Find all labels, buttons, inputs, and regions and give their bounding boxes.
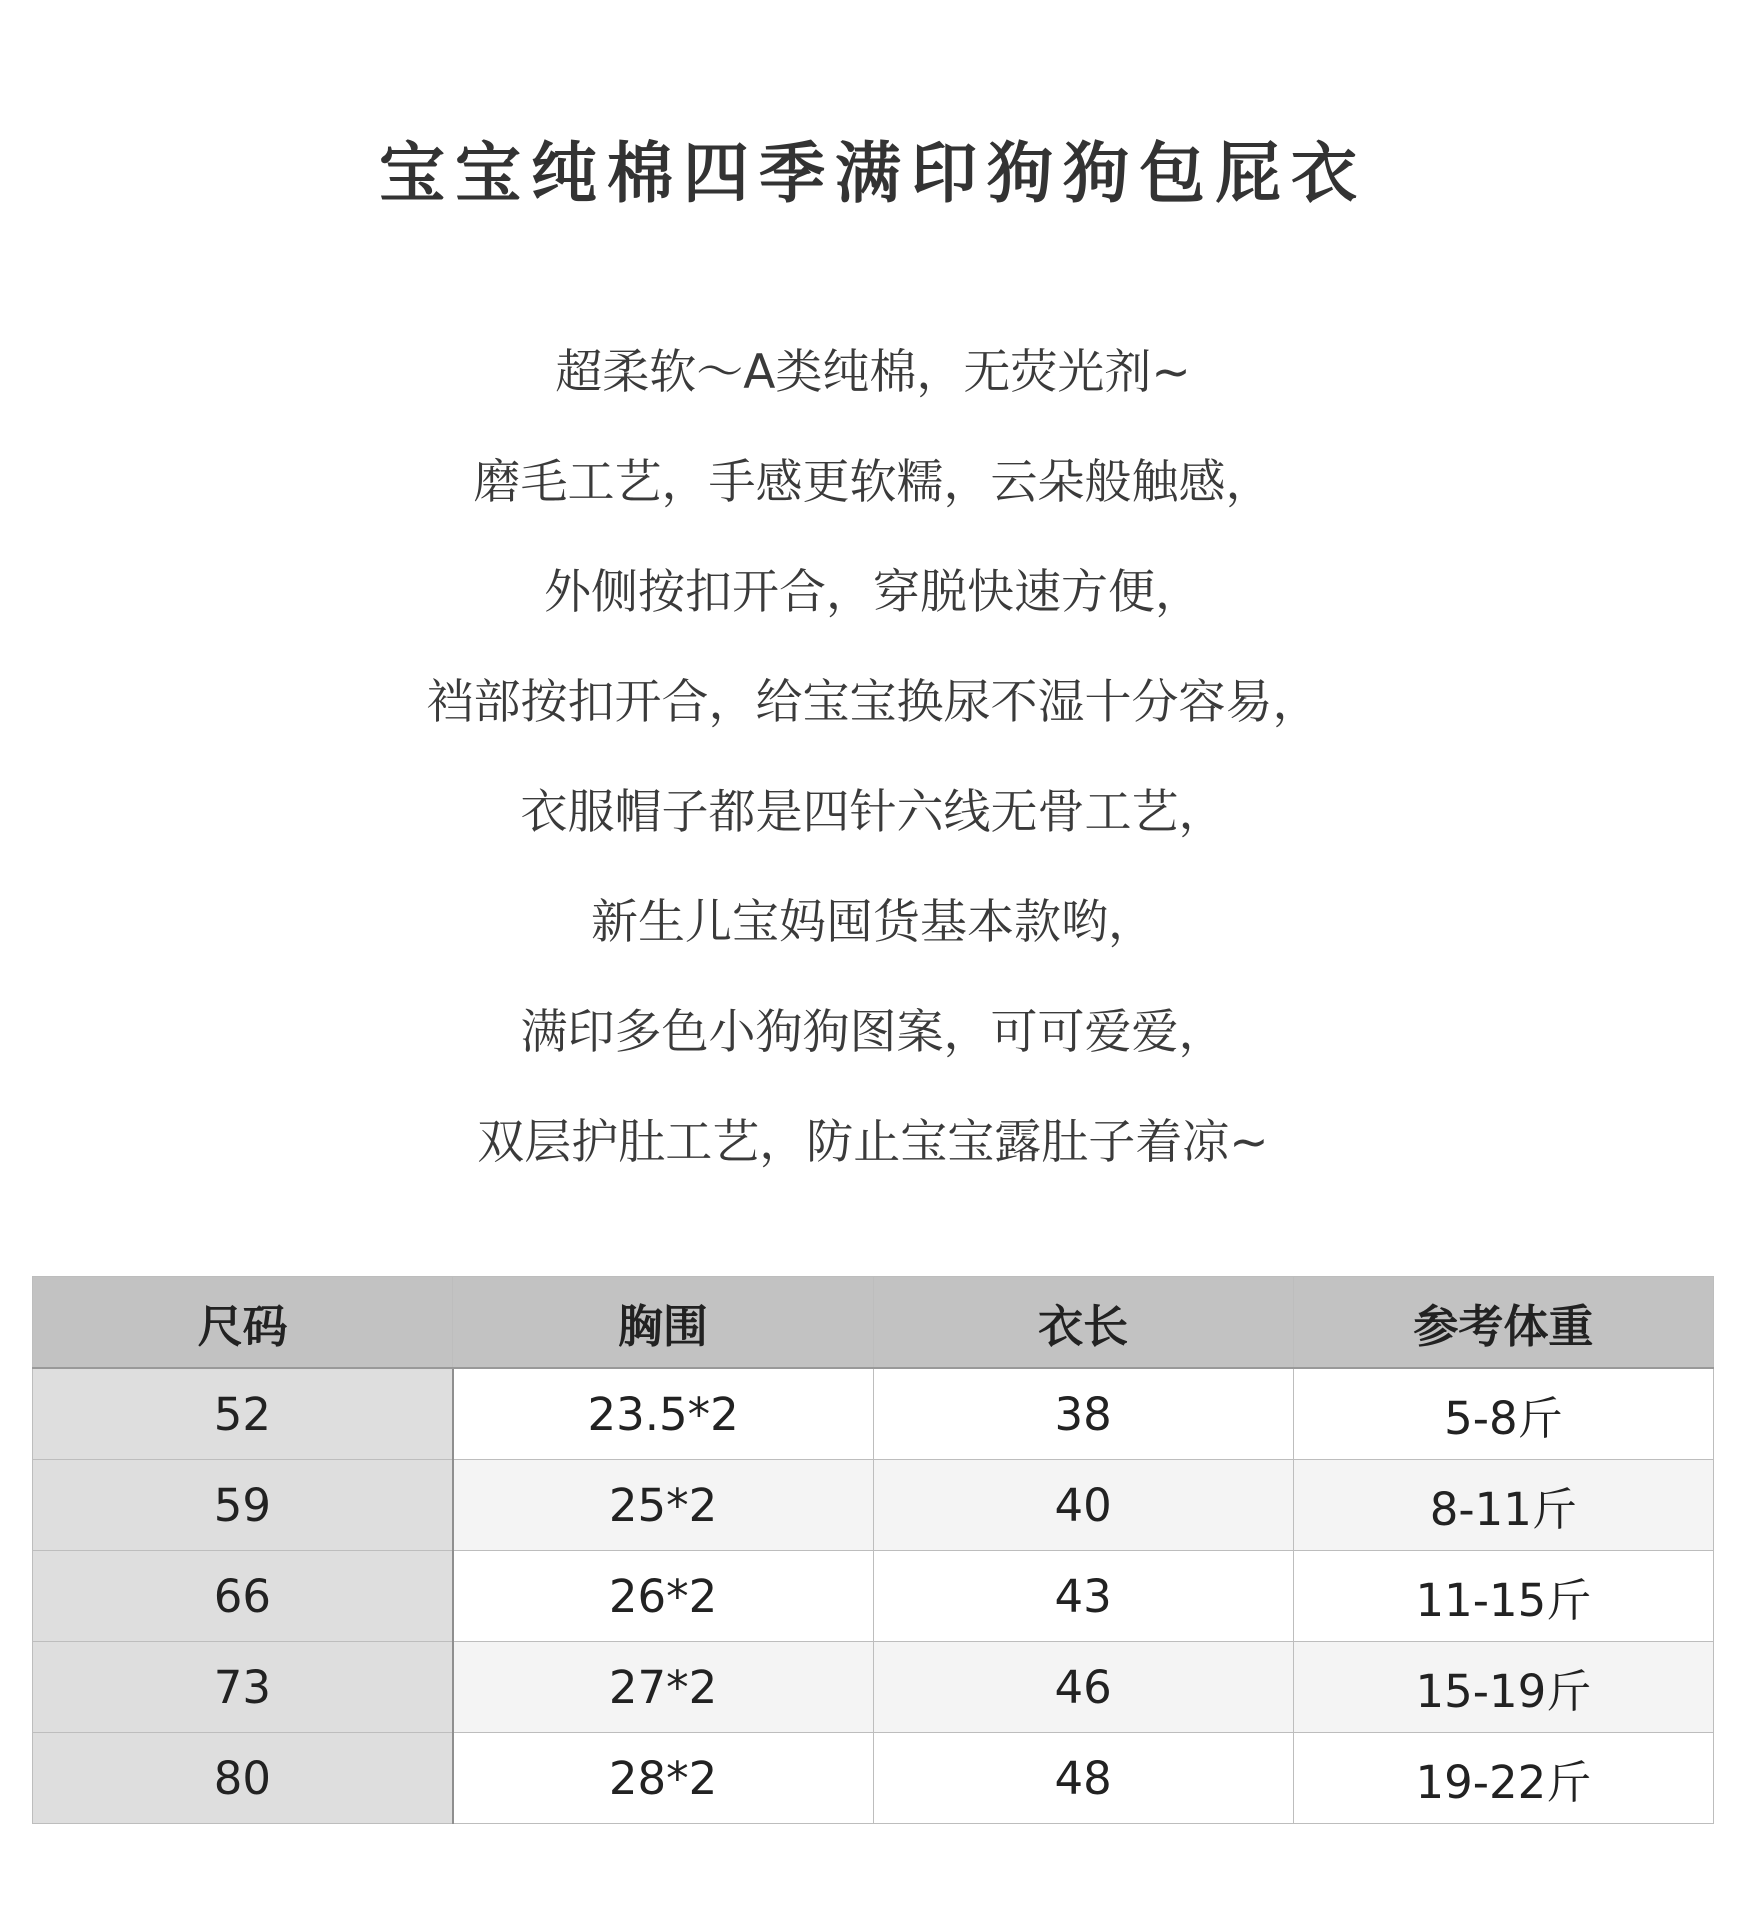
description-line: 新生儿宝妈囤货基本款哟， [591, 895, 1155, 950]
description-line: 裆部按扣开合，给宝宝换尿不湿十分容易， [426, 675, 1320, 730]
description-line: 满印多色小狗狗图案，可可爱爱， [520, 1005, 1226, 1060]
table-row [33, 1733, 1714, 1824]
cell-chest: 25*2 [453, 1460, 873, 1551]
cell-weight: 11-15斤 [1293, 1551, 1713, 1642]
cell-length: 38 [873, 1368, 1293, 1460]
header-weight: 参考体重 [1293, 1277, 1713, 1369]
description-line: 磨毛工艺，手感更软糯，云朵般触感， [473, 455, 1273, 510]
product-description [0, 318, 1746, 1198]
table-header-row [33, 1277, 1714, 1369]
cell-size: 80 [33, 1733, 453, 1824]
table-row [33, 1642, 1714, 1733]
cell-weight: 5-8斤 [1293, 1368, 1713, 1460]
size-chart-table [32, 1276, 1714, 1824]
description-line: 超柔软～A类纯棉，无荧光剂~ [555, 345, 1191, 400]
cell-length: 43 [873, 1551, 1293, 1642]
cell-weight: 19-22斤 [1293, 1733, 1713, 1824]
table-row [33, 1551, 1714, 1642]
cell-weight: 8-11斤 [1293, 1460, 1713, 1551]
cell-length: 40 [873, 1460, 1293, 1551]
cell-chest: 28*2 [453, 1733, 873, 1824]
product-title: 宝宝纯棉四季满印狗狗包屁衣 [379, 135, 1367, 212]
cell-chest: 27*2 [453, 1642, 873, 1733]
cell-size: 66 [33, 1551, 453, 1642]
table-row [33, 1460, 1714, 1551]
header-size: 尺码 [33, 1277, 453, 1369]
table-row [33, 1368, 1714, 1460]
description-line: 双层护肚工艺，防止宝宝露肚子着凉~ [477, 1115, 1269, 1170]
cell-length: 48 [873, 1733, 1293, 1824]
header-chest: 胸围 [453, 1277, 873, 1369]
cell-length: 46 [873, 1642, 1293, 1733]
description-line: 衣服帽子都是四针六线无骨工艺， [520, 785, 1226, 840]
cell-weight: 15-19斤 [1293, 1642, 1713, 1733]
cell-size: 59 [33, 1460, 453, 1551]
description-line: 外侧按扣开合，穿脱快速方便， [544, 565, 1202, 620]
cell-chest: 26*2 [453, 1551, 873, 1642]
cell-chest: 23.5*2 [453, 1368, 873, 1460]
header-length: 衣长 [873, 1277, 1293, 1369]
cell-size: 73 [33, 1642, 453, 1733]
cell-size: 52 [33, 1368, 453, 1460]
